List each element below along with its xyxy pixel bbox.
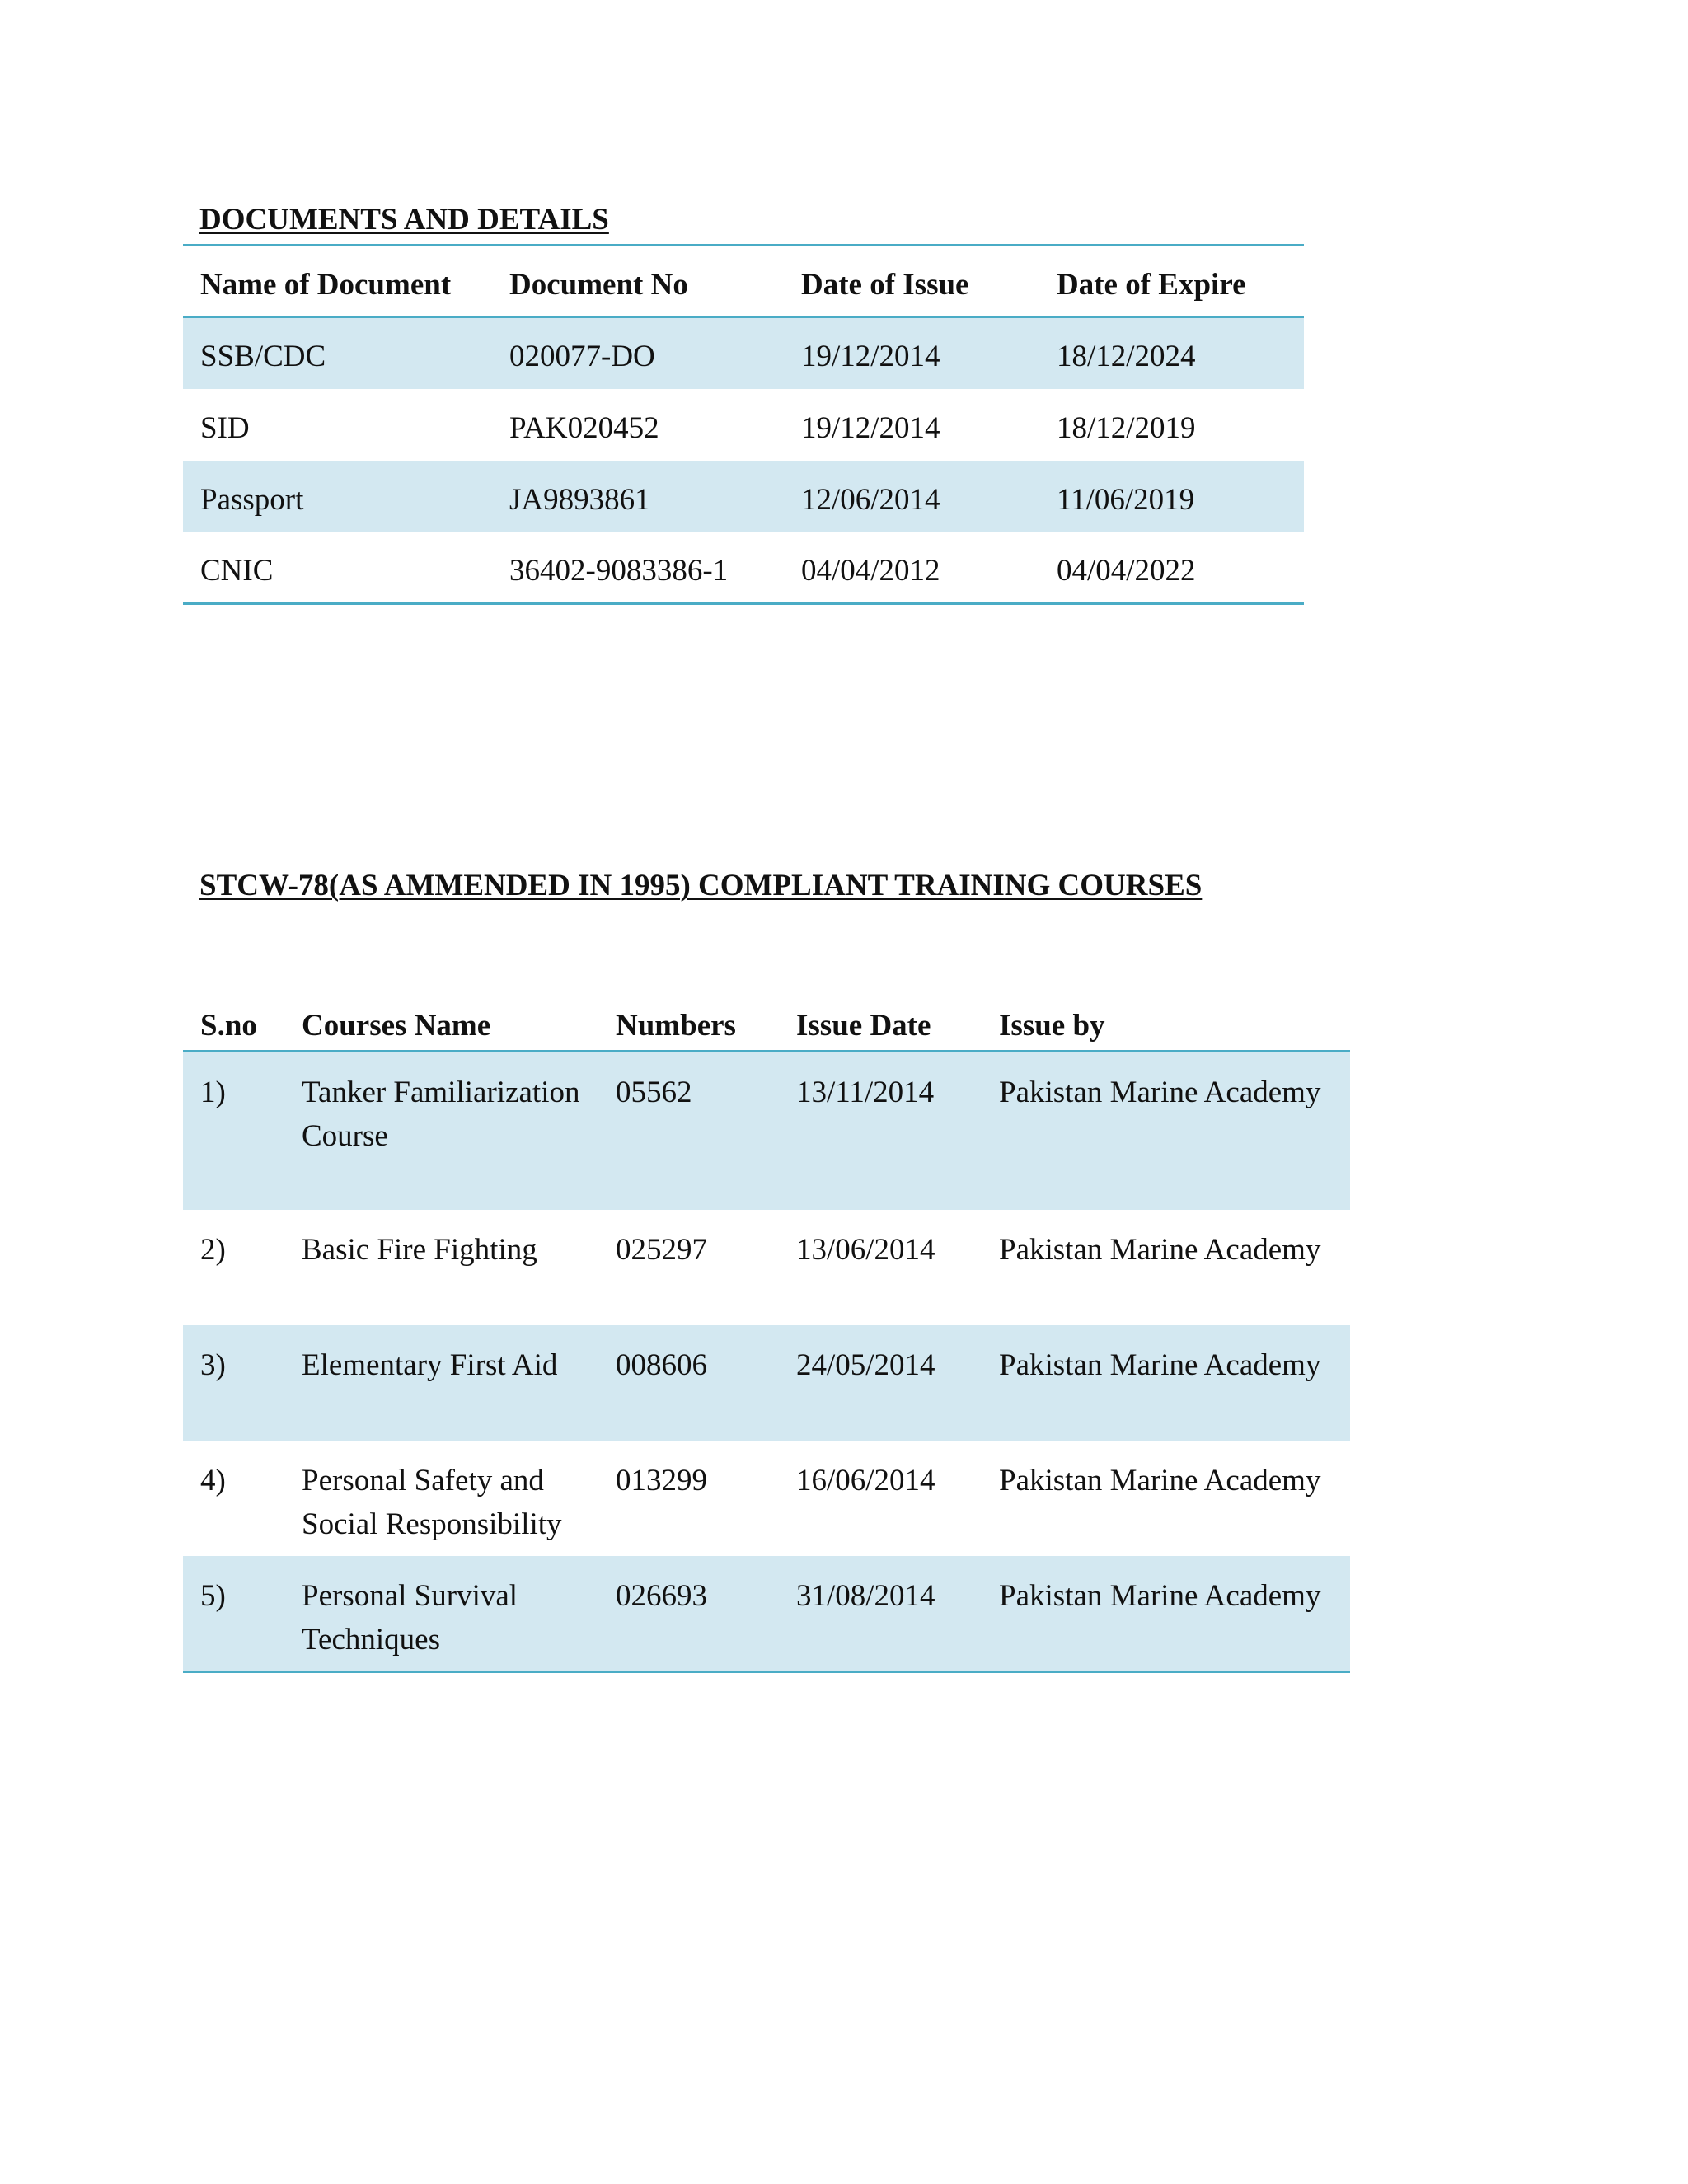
course-name: Personal Survival Techniques — [302, 1579, 518, 1657]
col-header-numbers: Numbers — [616, 1009, 736, 1043]
course-issued-by: Pakistan Marine Academy — [999, 1348, 1321, 1382]
table-row — [183, 1051, 1350, 1210]
table-row — [183, 461, 1304, 532]
document-issue-date: 19/12/2014 — [801, 340, 940, 374]
courses-table — [183, 995, 1350, 1673]
col-header-date-of-issue: Date of Issue — [801, 267, 969, 302]
course-issue-date: 24/05/2014 — [796, 1348, 935, 1382]
documents-header-row — [183, 246, 1304, 317]
document-name: SSB/CDC — [200, 340, 326, 374]
course-name: Basic Fire Fighting — [302, 1233, 537, 1267]
document-issue-date: 19/12/2014 — [801, 410, 940, 445]
documents-table — [183, 244, 1304, 605]
course-number: 013299 — [616, 1464, 707, 1497]
course-serial: 3) — [200, 1348, 226, 1382]
document-number: 36402-9083386-1 — [509, 553, 729, 588]
course-name: Personal Safety and Social Responsibility — [302, 1464, 562, 1541]
col-header-issue-date: Issue Date — [796, 1009, 931, 1043]
course-issue-date: 16/06/2014 — [796, 1464, 935, 1497]
document-expire-date: 18/12/2019 — [1057, 410, 1196, 445]
course-serial: 2) — [200, 1233, 226, 1267]
document-name: SID — [200, 410, 250, 445]
table-row — [183, 317, 1304, 389]
document-number: JA9893861 — [509, 482, 650, 517]
course-serial: 1) — [200, 1075, 226, 1109]
table-row — [183, 1210, 1350, 1325]
course-issued-by: Pakistan Marine Academy — [999, 1075, 1321, 1109]
col-header-document-no: Document No — [509, 267, 688, 302]
document-number: 020077-DO — [509, 340, 655, 374]
course-issued-by: Pakistan Marine Academy — [999, 1233, 1321, 1267]
courses-header-row — [183, 995, 1350, 1051]
document-expire-date: 18/12/2024 — [1057, 340, 1196, 374]
col-header-name-of-document: Name of Document — [200, 267, 452, 302]
table-row — [183, 1325, 1350, 1441]
course-name: Elementary First Aid — [302, 1348, 558, 1382]
col-header-courses-name: Courses Name — [302, 1009, 491, 1043]
table-row — [183, 532, 1304, 604]
col-header-sno: S.no — [200, 1009, 257, 1043]
document-expire-date: 04/04/2022 — [1057, 553, 1196, 588]
course-number: 008606 — [616, 1348, 707, 1382]
document-issue-date: 12/06/2014 — [801, 482, 940, 517]
col-header-date-of-expire: Date of Expire — [1057, 267, 1246, 302]
course-issued-by: Pakistan Marine Academy — [999, 1579, 1321, 1613]
course-serial: 4) — [200, 1464, 226, 1497]
course-number: 05562 — [616, 1075, 692, 1109]
course-issue-date: 13/11/2014 — [796, 1075, 935, 1109]
courses-section-title: STCW-78(AS AMMENDED IN 1995) COMPLIANT TRAINING COURSES — [199, 869, 1203, 902]
document-number: PAK020452 — [509, 410, 659, 445]
course-issued-by: Pakistan Marine Academy — [999, 1464, 1321, 1497]
table-row — [183, 389, 1304, 461]
document-issue-date: 04/04/2012 — [801, 553, 940, 588]
documents-section-title: DOCUMENTS AND DETAILS — [199, 203, 609, 237]
course-number: 025297 — [616, 1233, 707, 1267]
col-header-issue-by: Issue by — [999, 1009, 1105, 1043]
course-issue-date: 31/08/2014 — [796, 1579, 935, 1613]
course-issue-date: 13/06/2014 — [796, 1233, 935, 1267]
document-name: CNIC — [200, 553, 274, 588]
course-name: Tanker Familiarization Course — [302, 1075, 580, 1153]
table-row — [183, 1556, 1350, 1671]
course-number: 026693 — [616, 1579, 707, 1613]
table-row — [183, 1441, 1350, 1556]
document-expire-date: 11/06/2019 — [1057, 482, 1195, 517]
document-name: Passport — [200, 482, 304, 517]
course-serial: 5) — [200, 1579, 226, 1613]
